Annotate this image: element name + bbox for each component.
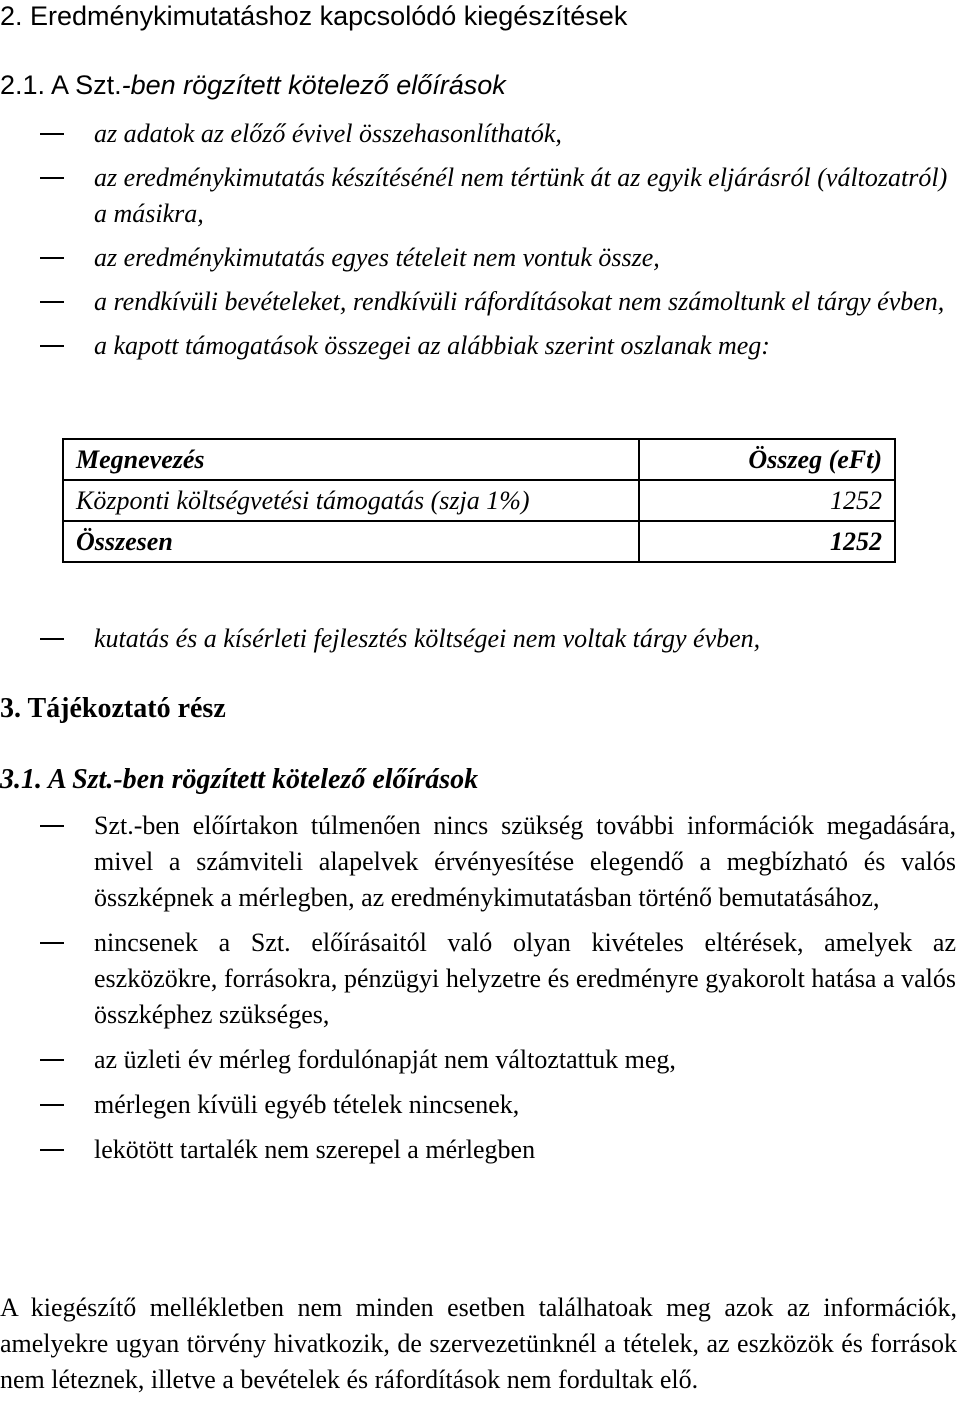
dash-bullet — [40, 942, 64, 944]
section-3-1-list — [0, 808, 960, 1177]
list-item: lekötött tartalék nem szerepel a mérlegben — [0, 1132, 960, 1168]
dash-bullet — [40, 133, 64, 135]
table-row — [63, 480, 895, 521]
list-item: a kapott támogatások összegei az alábbiak szerint oszlanak meg: — [0, 328, 960, 364]
list-item: kutatás és a kísérleti fejlesztés költségei nem voltak tárgy évben, — [0, 621, 960, 657]
dash-bullet — [40, 1059, 64, 1061]
dash-bullet — [40, 1104, 64, 1106]
column-header-name: Megnevezés — [63, 439, 639, 480]
list-item: a rendkívüli bevételeket, rendkívüli ráfordításokat nem számoltunk el tárgy évben, — [0, 284, 960, 320]
row-name: Központi költségvetési támogatás (szja 1%) — [63, 480, 639, 521]
total-amount: 1252 — [639, 521, 895, 562]
section-2-1-list-continued — [0, 621, 960, 667]
list-item: az üzleti év mérleg fordulónapját nem változtattuk meg, — [0, 1042, 960, 1078]
dash-bullet — [40, 638, 64, 640]
section-2-1-list — [0, 116, 960, 372]
dash-bullet — [40, 1149, 64, 1151]
total-label: Összesen — [63, 521, 639, 562]
table-total-row — [63, 521, 895, 562]
dash-bullet — [40, 301, 64, 303]
section-3-1-heading: 3.1. A Szt.-ben rögzített kötelező előírások — [0, 764, 479, 795]
row-amount: 1252 — [639, 480, 895, 521]
closing-paragraph: A kiegészítő mellékletben nem minden esetben találhatoak meg azok az információk, amelyekre ugyan törvény hivatkozik, de szervezetünknél a tételek, az eszközök és források nem léteznek, illetve a bevételek és ráfordítások nem fordultak elő. — [0, 1293, 957, 1394]
section-2-1-title: -ben rögzített kötelező előírások — [121, 70, 506, 100]
list-item: az adatok az előző évivel összehasonlíthatók, — [0, 116, 960, 152]
list-item: nincsenek a Szt. előírásaitól való olyan kivételes eltérések, amelyek az eszközökre, forrásokra, pénzügyi helyzetre és eredményre gyakorolt hatása a valós összképhez szükséges, — [0, 925, 960, 1033]
section-2-1-heading — [0, 70, 506, 100]
dash-bullet — [40, 257, 64, 259]
dash-bullet — [40, 345, 64, 347]
list-item: az eredménykimutatás készítésénél nem tértünk át az egyik eljárásról (változatról) a másikra, — [0, 160, 960, 232]
dash-bullet — [40, 825, 64, 827]
dash-bullet — [40, 177, 64, 179]
column-header-amount: Összeg (eFt) — [639, 439, 895, 480]
list-item: az eredménykimutatás egyes tételeit nem vontuk össze, — [0, 240, 960, 276]
section-3-heading: 3. Tájékoztató rész — [0, 693, 226, 724]
section-2-1-number: 2.1. A Szt. — [0, 70, 122, 100]
table-header-row — [63, 439, 895, 480]
section-2-heading: 2. Eredménykimutatáshoz kapcsolódó kiegészítések — [0, 1, 628, 31]
list-item: mérlegen kívüli egyéb tételek nincsenek, — [0, 1087, 960, 1123]
list-item: Szt.-ben előírtakon túlmenően nincs szükség további információk megadására, mivel a számviteli alapelvek érvényesítése elegendő a megbízható és valós összképnek a mérlegben, az eredménykimutatásban történő bemutatásához, — [0, 808, 960, 916]
support-amounts-table — [62, 438, 896, 563]
